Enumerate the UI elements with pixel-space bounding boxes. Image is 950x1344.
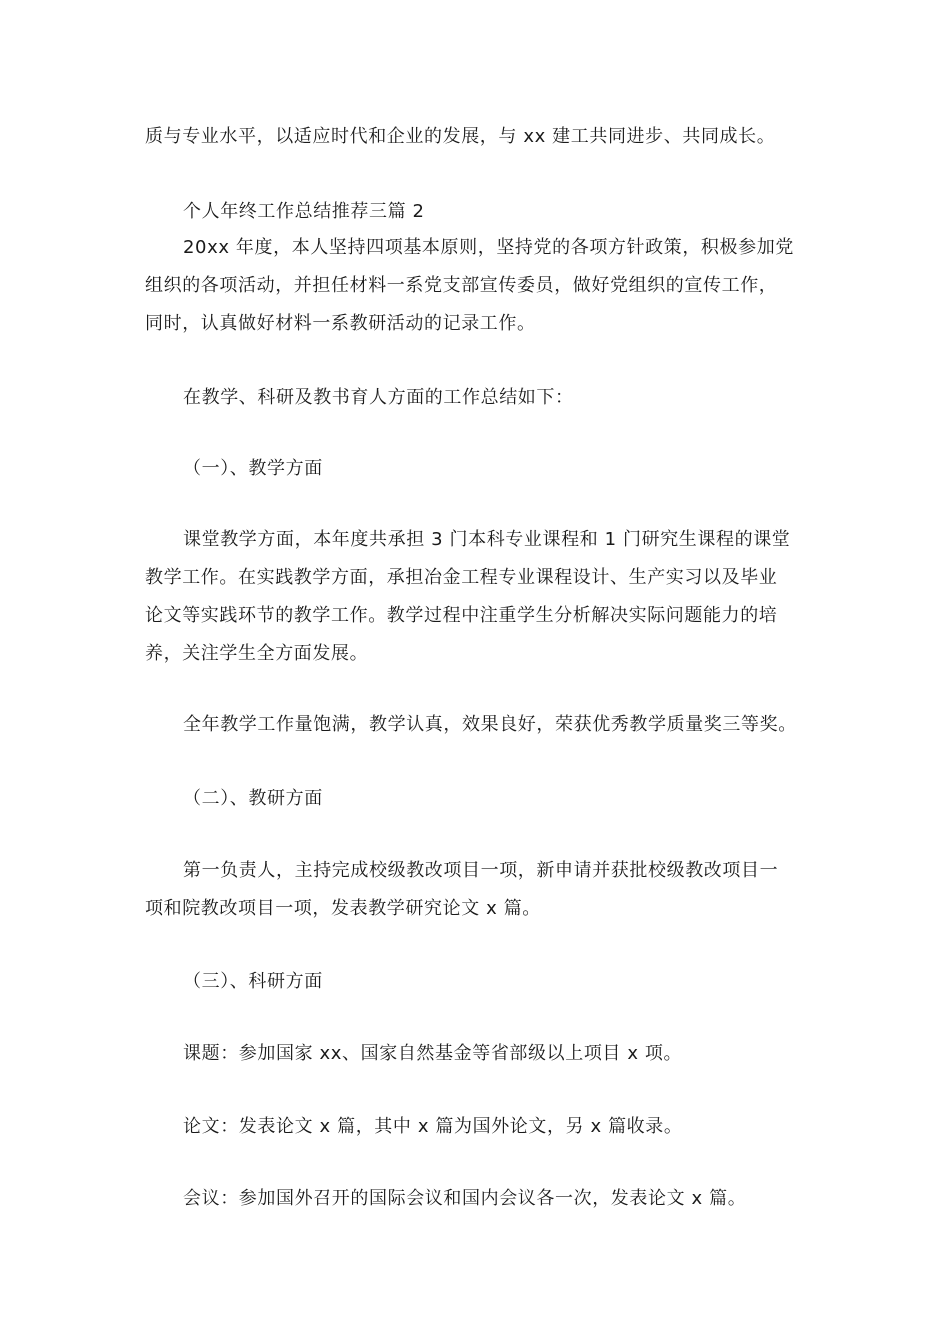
paragraph-classroom-line-3: 论文等实践环节的教学工作。教学过程中注重学生分析解决实际问题能力的培 xyxy=(145,605,778,626)
paragraph-year-line-3: 同时，认真做好材料一系教研活动的记录工作。 xyxy=(145,313,536,334)
paragraph-classroom-line-2: 教学工作。在实践教学方面，承担冶金工程专业课程设计、生产实习以及毕业 xyxy=(145,567,778,588)
paragraph-reform-line-1: 第一负责人，主持完成校级教改项目一项，新申请并获批校级教改项目一 xyxy=(183,860,779,881)
heading-research-teaching: （二）、教研方面 xyxy=(183,788,323,809)
paragraph-reform-line-2: 项和院教改项目一项，发表教学研究论文 x 篇。 xyxy=(145,898,541,919)
paragraph-workload: 全年教学工作量饱满，教学认真，效果良好，荣获优秀教学质量奖三等奖。 xyxy=(183,714,797,735)
paragraph-summary-intro: 在教学、科研及教书育人方面的工作总结如下： xyxy=(183,387,574,408)
paragraph-classroom-line-1: 课堂教学方面，本年度共承担 3 门本科专业课程和 1 门研究生课程的课堂 xyxy=(183,529,791,550)
section-title: 个人年终工作总结推荐三篇 2 xyxy=(183,201,425,222)
paragraph-year-line-1: 20xx 年度，本人坚持四项基本原则，坚持党的各项方针政策，积极参加党 xyxy=(183,237,794,258)
paragraph-intro-tail: 质与专业水平，以适应时代和企业的发展，与 xx 建工共同进步、共同成长。 xyxy=(145,126,776,147)
paragraph-year-line-2: 组织的各项活动，并担任材料一系党支部宣传委员，做好党组织的宣传工作， xyxy=(145,275,778,296)
paragraph-conferences: 会议：参加国外召开的国际会议和国内会议各一次，发表论文 x 篇。 xyxy=(183,1188,747,1209)
paragraph-classroom-line-4: 养，关注学生全方面发展。 xyxy=(145,643,369,664)
paragraph-projects: 课题：参加国家 xx、国家自然基金等省部级以上项目 x 项。 xyxy=(183,1043,683,1064)
heading-teaching: （一）、教学方面 xyxy=(183,458,323,479)
heading-research: （三）、科研方面 xyxy=(183,971,323,992)
paragraph-papers: 论文：发表论文 x 篇，其中 x 篇为国外论文，另 x 篇收录。 xyxy=(183,1116,683,1137)
